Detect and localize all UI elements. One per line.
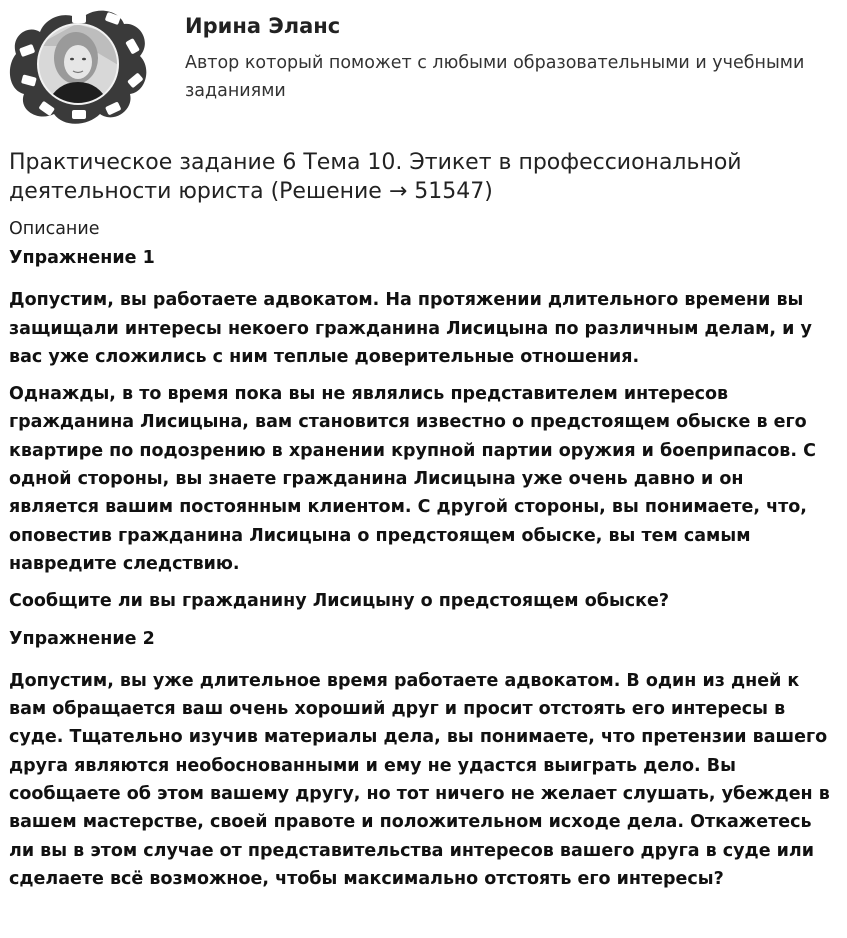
author-description: Автор который поможет с любыми образовательными и учебными заданиями bbox=[185, 53, 805, 101]
document-content bbox=[9, 244, 839, 902]
exercise-1-heading: Упражнение 1 bbox=[9, 248, 155, 268]
author-name: Ирина Эланс bbox=[185, 14, 341, 38]
author-header bbox=[0, 0, 847, 135]
description-label: Описание bbox=[9, 219, 100, 239]
author-avatar bbox=[6, 6, 150, 126]
exercise-1-paragraph-2: Однажды, в то время пока вы не являлись представителем интересов гражданина Лисицына, вам становится известно о предстоящем обыске в его квартире по подозрению в хранении крупной партии оружия и боеприпасов. С одной стороны, вы знаете гражданина Лисицына уже очень давно и он является вашим постоянным клиентом. С другой стороны, вы понимаете, что, оповестив гражданина Лисицына о предстоящем обыске, вы тем самым навредите следствию. bbox=[9, 384, 816, 574]
document-title: Практическое задание 6 Тема 10. Этикет в профессиональной деятельности юриста (Решение → 51547) bbox=[9, 150, 742, 204]
exercise-2-heading: Упражнение 2 bbox=[9, 628, 155, 649]
exercise-2-paragraph-1: Допустим, вы уже длительное время работаете адвокатом. В один из дней к вам обращается ваш очень хороший друг и просит отстоять его интересы в суде. Тщательно изучив материалы дела, вы понимаете, что претензии вашего друга являются необоснованными и ему не удастся выиграть дело. Вы сообщаете об этом вашему другу, но тот ничего не желает слушать, убежден в вашем мастерстве, своей правоте и положительном исходе дела. Откажетесь ли вы в этом случае от представительства интересов вашего друга в суде или сделаете всё возможное, чтобы максимально отстоять его интересы? bbox=[9, 670, 830, 889]
exercise-1-question: Сообщите ли вы гражданину Лисицыну о предстоящем обыске? bbox=[9, 591, 670, 612]
exercise-1-paragraph-1: Допустим, вы работаете адвокатом. На протяжении длительного времени вы защищали интересы некоего гражданина Лисицына по различным делам, и у вас уже сложились с ним теплые доверительные отношения. bbox=[9, 290, 812, 367]
